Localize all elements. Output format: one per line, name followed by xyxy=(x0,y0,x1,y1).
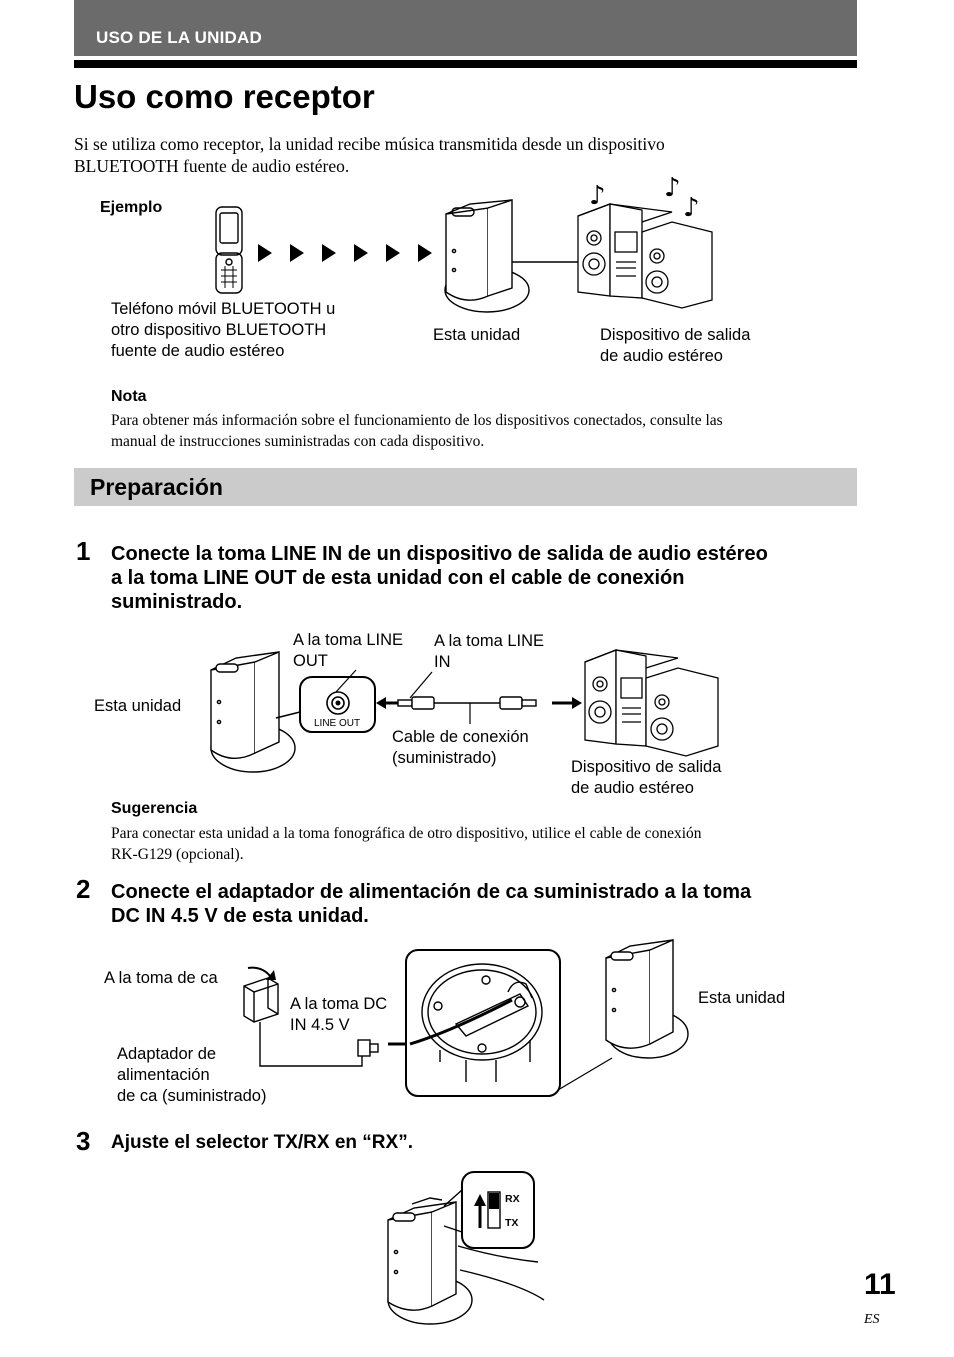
phone-caption-3: fuente de audio estéreo xyxy=(111,342,285,360)
output-caption-1: Dispositivo de salida xyxy=(600,326,751,344)
tx-label: TX xyxy=(505,1217,519,1229)
intro-line-2: BLUETOOTH fuente de audio estéreo. xyxy=(74,156,350,176)
svg-text:♪: ♪ xyxy=(683,193,700,223)
step-1-unit-caption: Esta unidad xyxy=(94,697,182,715)
svg-text:♪: ♪ xyxy=(664,173,681,203)
output-caption-2: de audio estéreo xyxy=(600,347,723,365)
step-1-number: 1 xyxy=(76,536,91,566)
example-label: Ejemplo xyxy=(100,199,163,216)
line-out-caption-2: OUT xyxy=(293,652,328,670)
tip-label: Sugerencia xyxy=(111,800,198,817)
adapter-caption-1: Adaptador de xyxy=(117,1045,217,1063)
page-number: 11 xyxy=(864,1268,896,1301)
phone-caption-1: Teléfono móvil BLUETOOTH u xyxy=(111,300,336,318)
language-code: ES xyxy=(864,1312,880,1327)
intro-line-1: Si se utiliza como receptor, la unidad recibe música transmitida desde un dispositivo xyxy=(74,134,665,154)
step-1-line-2: a la toma LINE OUT de esta unidad con el cable de conexión xyxy=(111,567,685,589)
step-1-line-3: suministrado. xyxy=(111,591,243,613)
cable-caption-2: (suministrado) xyxy=(392,749,497,767)
tx-rx-switch[interactable] xyxy=(488,1192,500,1228)
step-3-number: 3 xyxy=(76,1126,91,1156)
section-title: Preparación xyxy=(90,474,223,500)
note-line-1: Para obtener más información sobre el funcionamiento de los dispositivos conectados, consulte las xyxy=(111,412,723,429)
step-2-number: 2 xyxy=(76,874,91,904)
step-2-unit-caption: Esta unidad xyxy=(698,989,786,1007)
step-1-output-caption-2: de audio estéreo xyxy=(571,779,694,797)
adapter-caption-3: de ca (suministrado) xyxy=(117,1087,267,1105)
page-title: Uso como receptor xyxy=(74,78,375,115)
step-2-line-2: DC IN 4.5 V de esta unidad. xyxy=(111,905,369,927)
section-header: USO DE LA UNIDAD xyxy=(96,28,262,47)
phone-caption-2: otro dispositivo BLUETOOTH xyxy=(111,321,327,339)
line-in-caption-1: A la toma LINE xyxy=(434,632,545,650)
rx-label: RX xyxy=(505,1193,520,1205)
note-label: Nota xyxy=(111,388,147,405)
line-out-jack-label: LINE OUT xyxy=(314,718,361,729)
unit-caption: Esta unidad xyxy=(433,326,521,344)
ac-outlet-caption: A la toma de ca xyxy=(104,969,218,987)
dc-in-caption-2: IN 4.5 V xyxy=(290,1016,350,1034)
tip-line-2: RK-G129 (opcional). xyxy=(111,846,244,863)
step-3-text: Ajuste el selector TX/RX en “RX”. xyxy=(111,1132,413,1153)
step-1-line-1: Conecte la toma LINE IN de un dispositivo de salida de audio estéreo xyxy=(111,543,768,565)
svg-text:♪: ♪ xyxy=(589,181,606,211)
step-1-output-caption-1: Dispositivo de salida xyxy=(571,758,722,776)
note-line-2: manual de instrucciones suministradas con cada dispositivo. xyxy=(111,433,485,450)
cable-caption-1: Cable de conexión xyxy=(392,728,529,746)
step-2-line-1: Conecte el adaptador de alimentación de ca suministrado a la toma xyxy=(111,881,752,903)
tip-line-1: Para conectar esta unidad a la toma fonográfica de otro dispositivo, utilice el cable de conexión xyxy=(111,825,702,842)
line-out-caption-1: A la toma LINE xyxy=(293,631,404,649)
line-in-caption-2: IN xyxy=(434,653,451,671)
adapter-caption-2: alimentación xyxy=(117,1066,210,1084)
dc-in-caption-1: A la toma DC xyxy=(290,995,388,1013)
unit-icon xyxy=(388,1202,472,1324)
